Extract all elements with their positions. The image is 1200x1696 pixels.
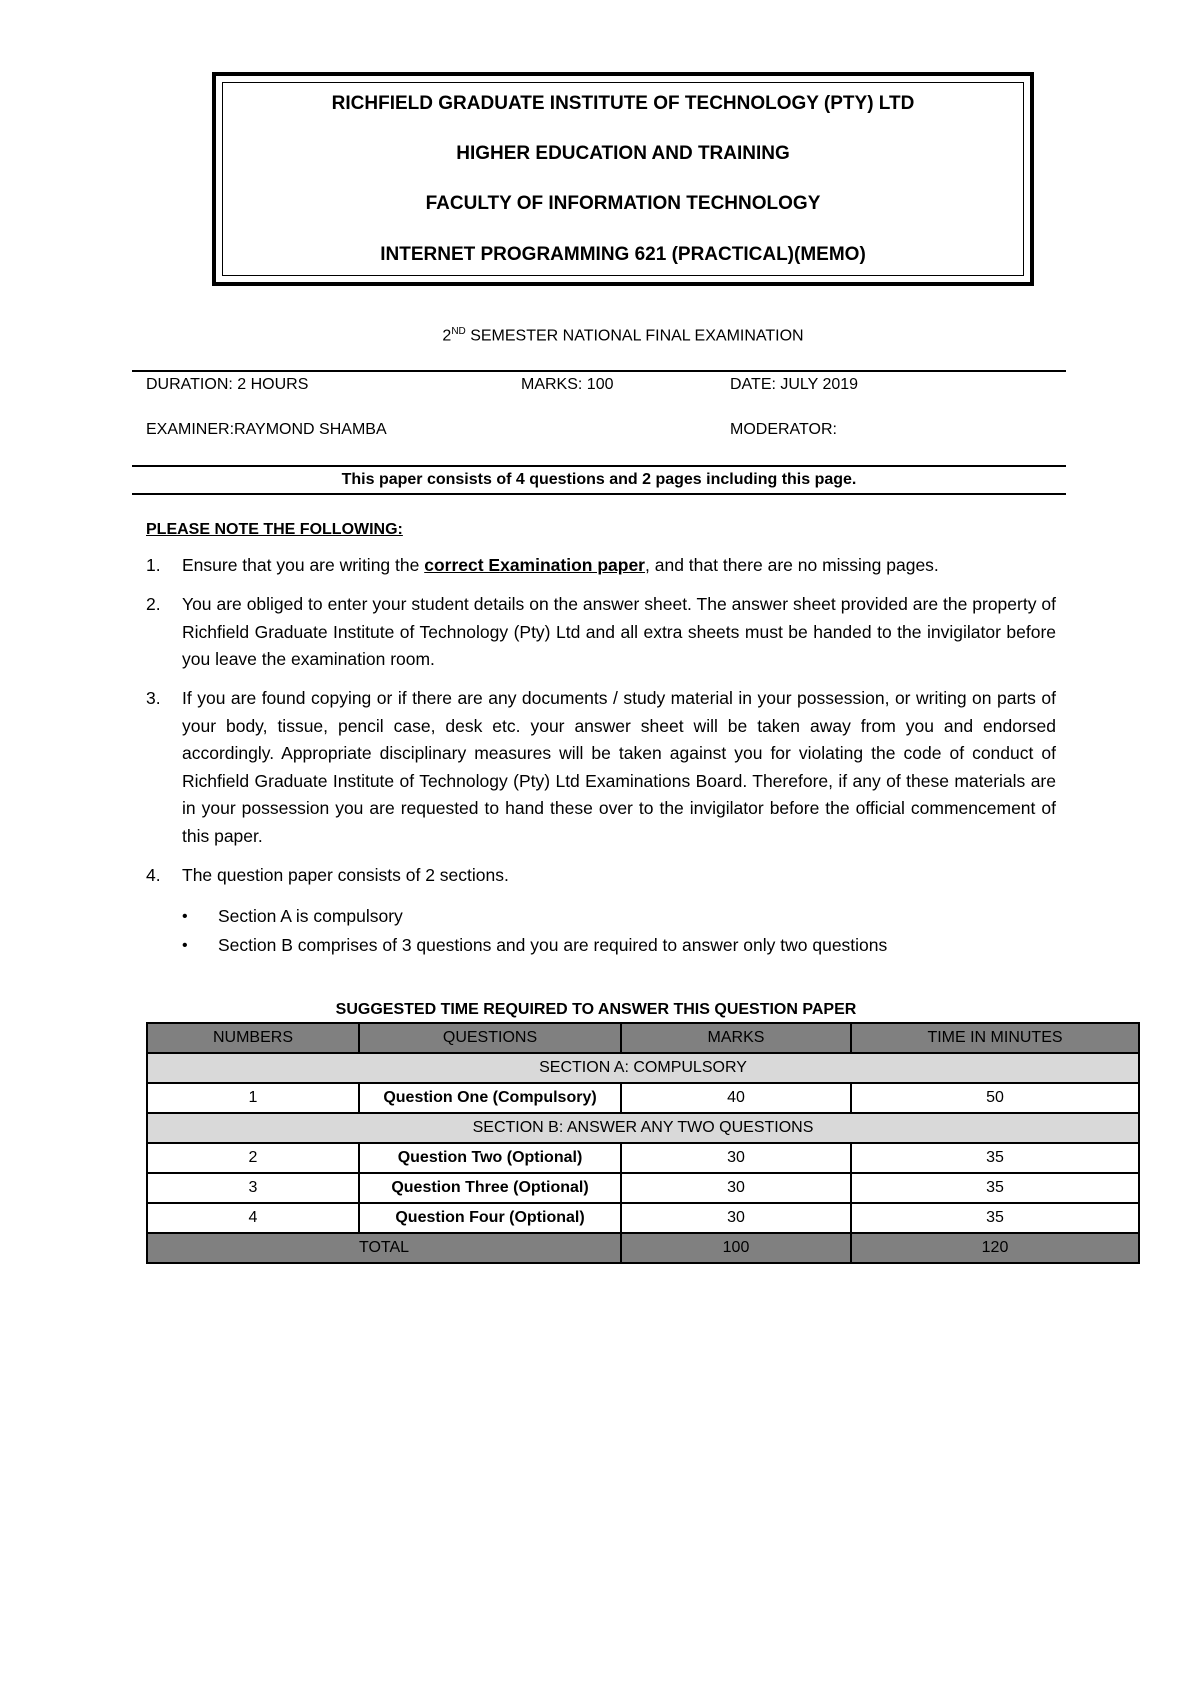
column-header: TIME IN MINUTES: [851, 1023, 1139, 1053]
table-row: [147, 1173, 1139, 1203]
question-marks: 40: [621, 1083, 851, 1113]
section-a-label: SECTION A: COMPULSORY: [147, 1053, 1139, 1083]
question-time: 35: [851, 1173, 1139, 1203]
table-caption: SUGGESTED TIME REQUIRED TO ANSWER THIS QUESTION PAPER: [335, 1001, 857, 1018]
column-header: MARKS: [621, 1023, 851, 1053]
institution-name: RICHFIELD GRADUATE INSTITUTE OF TECHNOLOGY (PTY) LTD: [331, 93, 915, 114]
table-row: [147, 1203, 1139, 1233]
question-time: 35: [851, 1143, 1139, 1173]
divider-bottom: [132, 493, 1066, 495]
table-header-row: [147, 1023, 1139, 1053]
time-schedule-table: [146, 1022, 1140, 1264]
column-header: QUESTIONS: [359, 1023, 621, 1053]
question-marks: 30: [621, 1203, 851, 1233]
question-name: Question Two (Optional): [359, 1143, 621, 1173]
semester-number: 2: [442, 327, 452, 345]
semester-text: SEMESTER NATIONAL FINAL EXAMINATION: [465, 327, 804, 345]
examiner: EXAMINER:RAYMOND SHAMBA: [146, 421, 387, 438]
question-name: Question Three (Optional): [359, 1173, 621, 1203]
divider-top: [132, 370, 1066, 372]
note-text: If you are found copying or if there are any documents / study material in your possession, or writing on parts of your body, tissue, pencil case, desk etc. your answer sheet will be taken away from you and endorsed accordingly. Appropriate disciplinary measures will be taken against you for violating the code of conduct of Richfield Graduate Institute of Technology (Pty) Ltd Examinations Board. Therefore, if any of these materials are in your possession you are requested to hand these over to the invigilator before the official commencement of this paper.: [182, 688, 1056, 846]
duration: DURATION: 2 HOURS: [146, 376, 309, 393]
divider-middle: [132, 465, 1066, 467]
bullet-text: Section A is compulsory: [218, 906, 403, 926]
bullet-text: Section B comprises of 3 questions and you are required to answer only two questions: [218, 935, 888, 955]
table-row: [147, 1083, 1139, 1113]
faculty-name: FACULTY OF INFORMATION TECHNOLOGY: [425, 193, 821, 214]
question-time: 35: [851, 1203, 1139, 1233]
note-emphasis: correct Examination paper: [424, 555, 645, 575]
moderator: MODERATOR:: [730, 421, 837, 438]
note-item: [146, 862, 1056, 890]
bullet-icon: •: [182, 908, 188, 925]
note-text: , and that there are no missing pages.: [645, 555, 939, 575]
question-number: 2: [147, 1143, 359, 1173]
note-text: Ensure that you are writing the: [182, 555, 425, 575]
section-row: [147, 1053, 1139, 1083]
question-name: Question Four (Optional): [359, 1203, 621, 1233]
note-number: 3.: [146, 688, 161, 708]
note-item: [146, 591, 1056, 674]
semester-title: [0, 326, 1200, 345]
paper-page-count: This paper consists of 4 questions and 2 pages including this page.: [341, 471, 857, 488]
note-item: [146, 685, 1056, 850]
total-time: 120: [851, 1233, 1139, 1263]
total-label: TOTAL: [147, 1233, 621, 1263]
table-row: [147, 1143, 1139, 1173]
total-row: [147, 1233, 1139, 1263]
title-box: [212, 72, 1034, 286]
section-b-label: SECTION B: ANSWER ANY TWO QUESTIONS: [147, 1113, 1139, 1143]
total-marks: 100: [621, 1233, 851, 1263]
bullet-item: [182, 932, 887, 959]
bullet-item: [182, 903, 403, 930]
note-text: The question paper consists of 2 sections.: [182, 865, 509, 885]
bullet-icon: •: [182, 937, 188, 954]
course-title: INTERNET PROGRAMMING 621 (PRACTICAL)(MEMO): [380, 244, 866, 265]
question-number: 1: [147, 1083, 359, 1113]
semester-ordinal: ND: [451, 326, 466, 337]
question-number: 4: [147, 1203, 359, 1233]
education-line: HIGHER EDUCATION AND TRAINING: [456, 143, 790, 164]
question-number: 3: [147, 1173, 359, 1203]
note-number: 1.: [146, 555, 161, 575]
question-marks: 30: [621, 1143, 851, 1173]
question-name: Question One (Compulsory): [359, 1083, 621, 1113]
note-item: [146, 552, 1056, 580]
notes-heading: PLEASE NOTE THE FOLLOWING:: [146, 521, 403, 538]
section-row: [147, 1113, 1139, 1143]
note-number: 4.: [146, 865, 161, 885]
exam-date: DATE: JULY 2019: [730, 376, 859, 393]
marks: MARKS: 100: [521, 376, 614, 393]
column-header: NUMBERS: [147, 1023, 359, 1053]
question-marks: 30: [621, 1173, 851, 1203]
note-number: 2.: [146, 594, 161, 614]
note-text: You are obliged to enter your student details on the answer sheet. The answer sheet provided are the property of Richfield Graduate Institute of Technology (Pty) Ltd and all extra sheets must be handed to the invigilator before you leave the examination room.: [182, 594, 1056, 669]
question-time: 50: [851, 1083, 1139, 1113]
